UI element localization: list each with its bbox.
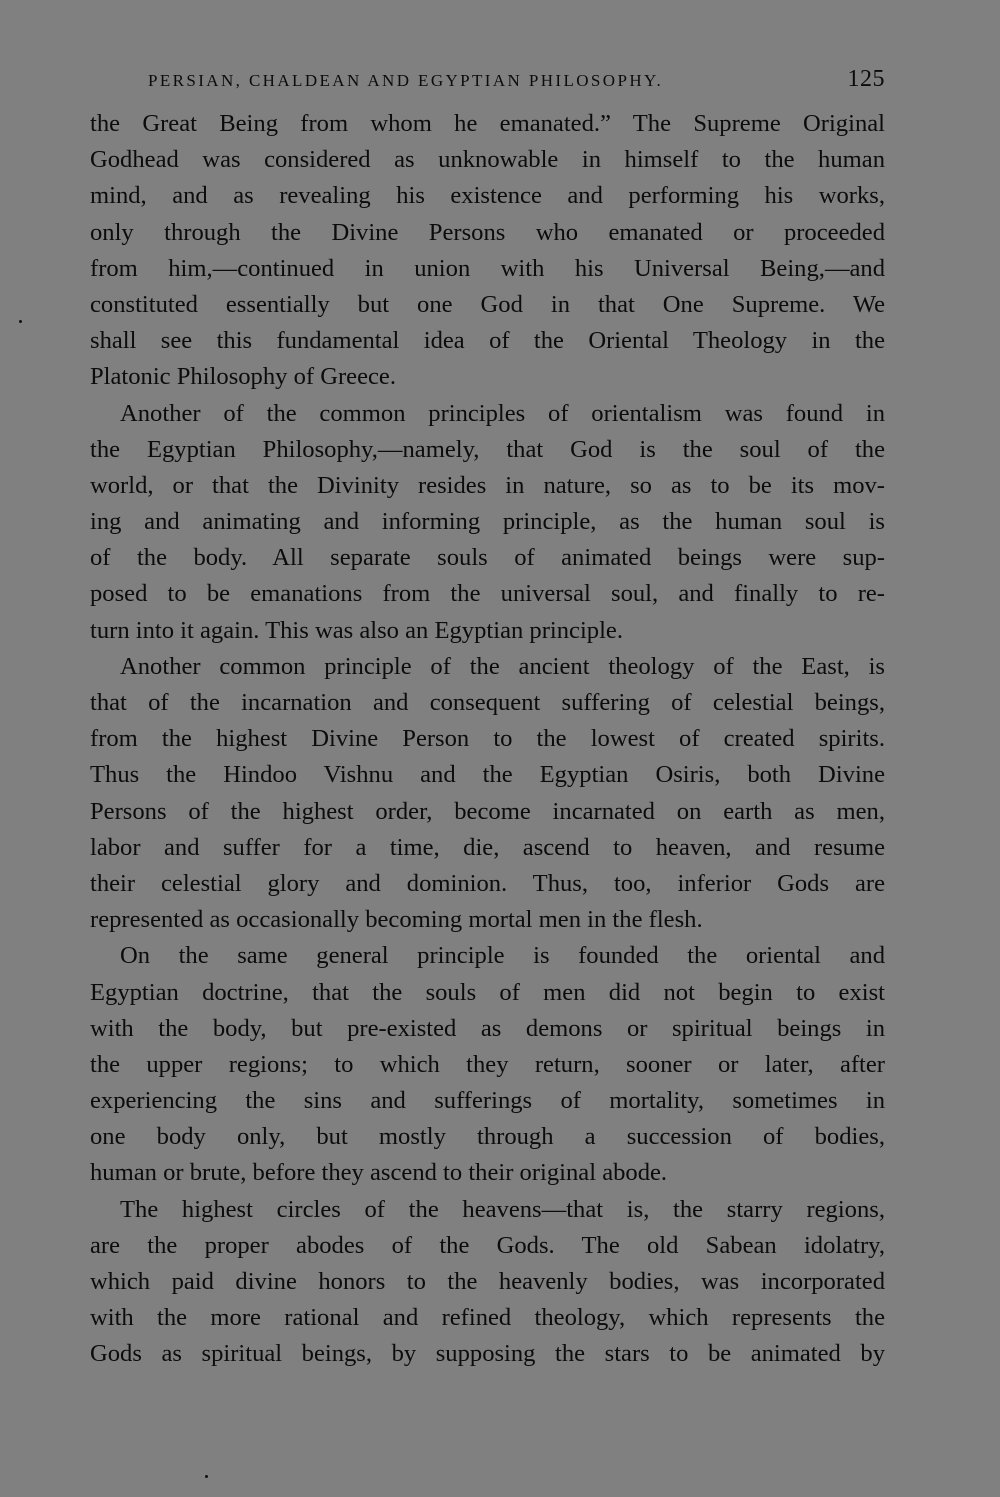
text-line: On the same general principle is founded the oriental and <box>120 942 885 970</box>
text-line: Another common principle of the ancient theology of the East, is <box>120 652 885 680</box>
text-line: Egyptian doctrine, that the souls of men did not begin to exist <box>90 978 885 1006</box>
text-line: of the body. All separate souls of animated beings were sup- <box>90 544 885 572</box>
text-line: ing and animating and informing principle, as the human soul is <box>90 508 885 536</box>
text-line: one body only, but mostly through a succession of bodies, <box>90 1123 885 1151</box>
text-line: are the proper abodes of the Gods. The old Sabean idolatry, <box>90 1231 885 1259</box>
text-line: which paid divine honors to the heavenly bodies, was incorporated <box>90 1268 885 1295</box>
text-line: with the more rational and refined theology, which represents the <box>90 1304 885 1332</box>
paragraph <box>90 1192 885 1373</box>
page-number: 125 <box>847 66 885 92</box>
text-line: with the body, but pre-existed as demons or spiritual beings in <box>90 1014 885 1042</box>
text-line: that of the incarnation and consequent suffering of celestial beings, <box>90 689 885 716</box>
text-line: posed to be emanations from the universal soul, and finally to re- <box>90 580 885 608</box>
text-line: Another of the common principles of orientalism was found in <box>120 399 885 427</box>
paragraph <box>90 649 885 939</box>
text-line: the Great Being from whom he emanated.” The Supreme Original <box>90 110 885 137</box>
text-line: the Egyptian Philosophy,—namely, that God is the soul of the <box>90 435 885 463</box>
running-title: PERSIAN, CHALDEAN AND EGYPTIAN PHILOSOPHY. <box>148 71 664 90</box>
text-line: experiencing the sins and sufferings of mortality, sometimes in <box>90 1087 885 1115</box>
book-page <box>90 66 885 1373</box>
text-line: human or brute, before they ascend to their original abode. <box>90 1159 668 1187</box>
paragraph <box>90 106 885 396</box>
body-text <box>90 106 885 1373</box>
text-line: Persons of the highest order, become incarnated on earth as men, <box>90 797 885 825</box>
text-line: from him,—continued in union with his Universal Being,—and <box>90 254 885 282</box>
text-line: their celestial glory and dominion. Thus, too, inferior Gods are <box>90 869 885 897</box>
paragraph <box>90 396 885 649</box>
text-line: Thus the Hindoo Vishnu and the Egyptian Osiris, both Divine <box>90 761 885 789</box>
text-line: labor and suffer for a time, die, ascend to heaven, and resume <box>90 833 885 861</box>
text-line: from the highest Divine Person to the lowest of created spirits. <box>90 725 885 753</box>
running-head <box>90 66 885 102</box>
text-line: mind, and as revealing his existence and performing his works, <box>90 182 885 210</box>
text-line: shall see this fundamental idea of the Oriental Theology in the <box>90 327 885 355</box>
text-line: Platonic Philosophy of Greece. <box>90 363 396 391</box>
text-line: the upper regions; to which they return, sooner or later, after <box>90 1050 885 1078</box>
text-line: represented as occasionally becoming mortal men in the flesh. <box>90 906 703 934</box>
text-line: The highest circles of the heavens—that is, the starry regions, <box>120 1195 885 1223</box>
scan-speck <box>19 320 22 323</box>
text-line: Godhead was considered as unknowable in himself to the human <box>90 146 885 174</box>
text-line: turn into it again. This was also an Egyptian principle. <box>90 616 623 644</box>
text-line: world, or that the Divinity resides in nature, so as to be its mov- <box>90 471 885 499</box>
text-line: only through the Divine Persons who emanated or proceeded <box>90 218 885 246</box>
paragraph <box>90 938 885 1191</box>
scan-speck <box>205 1475 208 1478</box>
text-line: constituted essentially but one God in that One Supreme. We <box>90 290 885 318</box>
text-line: Gods as spiritual beings, by supposing the stars to be animated by <box>90 1340 885 1368</box>
